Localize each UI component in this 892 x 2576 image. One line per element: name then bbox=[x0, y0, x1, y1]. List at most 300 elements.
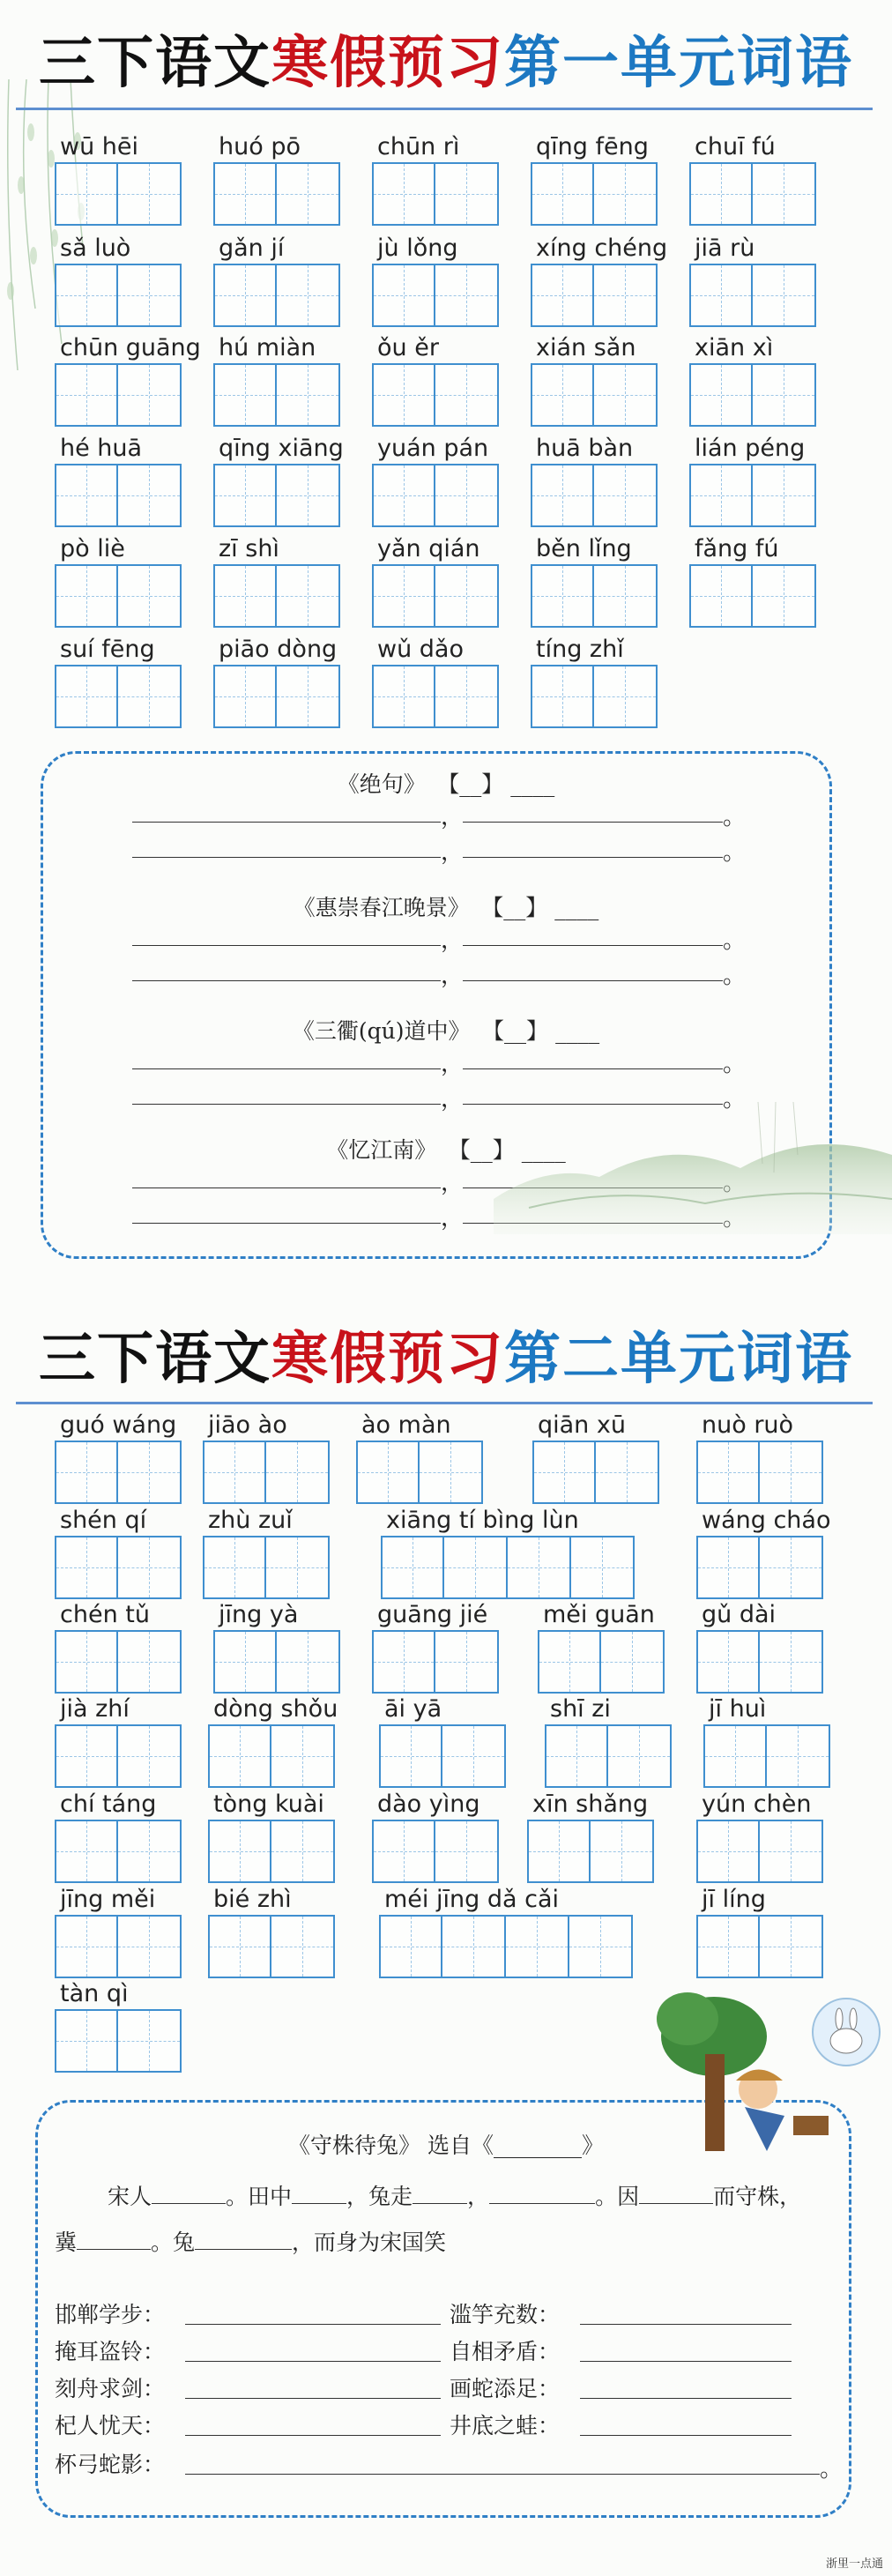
word-pinyin: yún chèn bbox=[702, 1791, 812, 1818]
character-box[interactable] bbox=[532, 1441, 596, 1504]
character-box[interactable] bbox=[266, 1441, 330, 1504]
character-box[interactable] bbox=[442, 1915, 506, 1978]
word-pinyin: tòng kuài bbox=[213, 1791, 324, 1818]
word-pinyin: wū hēi bbox=[60, 133, 139, 160]
idiom-answer-blank[interactable] bbox=[185, 2474, 820, 2475]
word-pinyin: jī huì bbox=[709, 1695, 767, 1723]
poem-comma: ， bbox=[441, 927, 465, 954]
word-cell bbox=[55, 1694, 182, 1788]
character-box[interactable] bbox=[531, 162, 594, 226]
character-box[interactable] bbox=[118, 1820, 182, 1883]
story-blank[interactable] bbox=[413, 2203, 467, 2204]
character-boxes bbox=[372, 162, 499, 226]
character-box[interactable] bbox=[760, 1915, 823, 1978]
word-pinyin: chuī fú bbox=[695, 133, 776, 160]
word-pinyin: chūn rì bbox=[377, 133, 460, 160]
idiom-answer-blank[interactable] bbox=[185, 2361, 441, 2362]
idiom-label: 刻舟求剑： bbox=[55, 2376, 166, 2401]
character-box[interactable] bbox=[118, 1630, 182, 1694]
word-cell bbox=[531, 635, 658, 728]
character-box[interactable] bbox=[277, 464, 340, 527]
character-box[interactable] bbox=[55, 1820, 118, 1883]
character-box[interactable] bbox=[435, 264, 499, 327]
word-cell bbox=[356, 1411, 483, 1504]
word-pinyin: qiān xū bbox=[538, 1411, 626, 1439]
word-cell bbox=[208, 1694, 338, 1788]
character-box[interactable] bbox=[118, 363, 182, 427]
word-cell bbox=[372, 1600, 499, 1694]
poem-line-blank[interactable] bbox=[132, 945, 441, 946]
word-pinyin: jīng yà bbox=[219, 1601, 299, 1628]
word-pinyin: xiāng tí bìng lùn bbox=[386, 1507, 579, 1534]
word-cell bbox=[55, 1506, 182, 1599]
word-cell bbox=[55, 234, 182, 327]
character-boxes bbox=[372, 665, 499, 728]
word-cell bbox=[538, 1600, 665, 1694]
character-boxes bbox=[213, 363, 340, 427]
word-pinyin: pò liè bbox=[60, 535, 125, 562]
word-cell bbox=[703, 1694, 830, 1788]
character-box[interactable] bbox=[372, 665, 435, 728]
character-boxes bbox=[372, 264, 499, 327]
story-blank[interactable] bbox=[639, 2203, 713, 2204]
poem-line-blank[interactable] bbox=[132, 1223, 441, 1224]
character-boxes bbox=[55, 1820, 182, 1883]
story-line2-text-c: ，而身为宋国笑 bbox=[292, 2230, 447, 2255]
character-box[interactable] bbox=[208, 1724, 271, 1788]
character-box[interactable] bbox=[689, 264, 753, 327]
character-box[interactable] bbox=[527, 1820, 591, 1883]
poem-author-blank[interactable]: ____ bbox=[554, 895, 599, 920]
character-box[interactable] bbox=[435, 665, 499, 728]
character-boxes bbox=[703, 1724, 830, 1788]
character-box[interactable] bbox=[435, 1630, 499, 1694]
character-boxes bbox=[527, 1820, 654, 1883]
poem-author-bracket[interactable]: 【__】 bbox=[492, 895, 548, 920]
character-box[interactable] bbox=[596, 1441, 659, 1504]
character-box[interactable] bbox=[531, 665, 594, 728]
character-box[interactable] bbox=[601, 1630, 665, 1694]
character-box[interactable] bbox=[594, 464, 658, 527]
word-pinyin: ǒu ěr bbox=[377, 334, 439, 361]
character-box[interactable] bbox=[213, 564, 277, 628]
poem-comma: ， bbox=[441, 1086, 465, 1113]
character-box[interactable] bbox=[531, 464, 594, 527]
character-box[interactable] bbox=[435, 1820, 499, 1883]
character-box[interactable] bbox=[118, 2009, 182, 2073]
idiom-label: 井底之蛙： bbox=[450, 2413, 561, 2438]
character-box[interactable] bbox=[55, 564, 118, 628]
character-box[interactable] bbox=[277, 564, 340, 628]
character-box[interactable] bbox=[703, 1724, 767, 1788]
character-boxes bbox=[55, 363, 201, 427]
character-box[interactable] bbox=[55, 162, 118, 226]
poem-heading bbox=[0, 767, 892, 799]
character-box[interactable] bbox=[208, 1915, 271, 1978]
idiom-label: 杞人忧天： bbox=[55, 2413, 166, 2438]
word-pinyin: suí fēng bbox=[60, 636, 155, 663]
poem-line-blank[interactable] bbox=[132, 822, 441, 823]
character-box[interactable] bbox=[435, 564, 499, 628]
character-box[interactable] bbox=[203, 1536, 266, 1599]
idiom-label: 滥竽充数： bbox=[450, 2302, 561, 2327]
poem-line-blank[interactable] bbox=[463, 980, 723, 981]
word-pinyin: xíng chéng bbox=[536, 235, 668, 262]
character-box[interactable] bbox=[608, 1724, 672, 1788]
poem-author-bracket[interactable]: 【__】 bbox=[493, 1018, 549, 1044]
unit1-title-part2: 寒假预习 bbox=[271, 30, 504, 96]
story-blank[interactable] bbox=[195, 2249, 292, 2250]
poem-author-blank[interactable]: ____ bbox=[510, 771, 555, 797]
character-boxes bbox=[372, 564, 499, 628]
character-box[interactable] bbox=[379, 1915, 442, 1978]
character-box[interactable] bbox=[444, 1536, 508, 1599]
word-cell bbox=[55, 333, 201, 427]
character-box[interactable] bbox=[689, 564, 753, 628]
word-pinyin: sǎ luò bbox=[60, 235, 131, 262]
character-boxes bbox=[379, 1724, 506, 1788]
character-box[interactable] bbox=[435, 464, 499, 527]
character-box[interactable] bbox=[508, 1536, 571, 1599]
character-boxes bbox=[696, 1630, 823, 1694]
character-box[interactable] bbox=[55, 1630, 118, 1694]
character-boxes bbox=[689, 464, 816, 527]
character-box[interactable] bbox=[594, 162, 658, 226]
idiom-answer-blank[interactable] bbox=[185, 2398, 441, 2399]
word-cell bbox=[372, 635, 499, 728]
character-box[interactable] bbox=[689, 464, 753, 527]
character-box[interactable] bbox=[435, 363, 499, 427]
character-box[interactable] bbox=[531, 363, 594, 427]
character-box[interactable] bbox=[55, 464, 118, 527]
character-box[interactable] bbox=[571, 1536, 635, 1599]
character-box[interactable] bbox=[271, 1724, 335, 1788]
character-boxes bbox=[213, 264, 340, 327]
character-box[interactable] bbox=[538, 1630, 601, 1694]
character-boxes bbox=[696, 1915, 823, 1978]
word-pinyin: zhù zuǐ bbox=[208, 1507, 293, 1534]
unit1-title-rule bbox=[16, 108, 873, 110]
poem-comma: ， bbox=[441, 1205, 465, 1232]
word-pinyin: qīng fēng bbox=[536, 133, 649, 160]
character-box[interactable] bbox=[213, 363, 277, 427]
character-box[interactable] bbox=[696, 1441, 760, 1504]
word-cell bbox=[372, 434, 499, 527]
character-box[interactable] bbox=[381, 1536, 444, 1599]
poem-author-bracket[interactable]: 【__】 bbox=[459, 1137, 515, 1163]
word-cell bbox=[213, 333, 340, 427]
poem-period: 。 bbox=[723, 963, 747, 989]
word-pinyin: jiā rù bbox=[695, 235, 755, 262]
poem-line-blank[interactable] bbox=[463, 1068, 723, 1069]
character-box[interactable] bbox=[271, 1915, 335, 1978]
poem-author-blank[interactable]: ____ bbox=[555, 1018, 600, 1044]
word-cell bbox=[696, 1411, 823, 1504]
character-boxes bbox=[379, 1915, 633, 1978]
word-cell bbox=[213, 534, 340, 628]
character-box[interactable] bbox=[213, 264, 277, 327]
character-box[interactable] bbox=[569, 1915, 633, 1978]
character-box[interactable] bbox=[55, 363, 118, 427]
character-box[interactable] bbox=[271, 1820, 335, 1883]
word-cell bbox=[381, 1506, 635, 1599]
character-box[interactable] bbox=[277, 162, 340, 226]
word-pinyin: huā bàn bbox=[536, 435, 634, 462]
word-pinyin: chūn guāng bbox=[60, 334, 201, 361]
poem-title: 《绝句》 bbox=[337, 771, 426, 797]
poem-line-blank[interactable] bbox=[132, 1068, 441, 1069]
unit2-title-part3: 第二单元词语 bbox=[504, 1326, 853, 1392]
poem-line-blank[interactable] bbox=[463, 822, 723, 823]
character-box[interactable] bbox=[55, 1915, 118, 1978]
character-boxes bbox=[372, 1820, 499, 1883]
poem-author-bracket[interactable]: 【__】 bbox=[448, 771, 504, 797]
story-title: 《守株待兔》 选自《________》 bbox=[288, 2133, 604, 2158]
character-boxes bbox=[213, 564, 340, 628]
word-pinyin: lián péng bbox=[695, 435, 806, 462]
idiom-label: 掩耳盗铃： bbox=[55, 2339, 166, 2364]
poem-title: 《惠崇春江晚景》 bbox=[293, 895, 470, 920]
character-box[interactable] bbox=[531, 564, 594, 628]
character-box[interactable] bbox=[767, 1724, 830, 1788]
idiom-answer-blank[interactable] bbox=[580, 2324, 792, 2325]
poem-line-blank[interactable] bbox=[132, 1187, 441, 1188]
word-cell bbox=[696, 1790, 823, 1883]
character-box[interactable] bbox=[277, 363, 340, 427]
poem-comma: ， bbox=[441, 963, 465, 989]
poem-line-blank[interactable] bbox=[132, 857, 441, 858]
character-box[interactable] bbox=[118, 1724, 182, 1788]
character-boxes bbox=[208, 1820, 335, 1883]
idiom-label: 画蛇添足： bbox=[450, 2376, 561, 2401]
character-box[interactable] bbox=[591, 1820, 654, 1883]
character-box[interactable] bbox=[760, 1441, 823, 1504]
character-box[interactable] bbox=[372, 1820, 435, 1883]
character-box[interactable] bbox=[760, 1536, 823, 1599]
character-boxes bbox=[203, 1441, 330, 1504]
character-box[interactable] bbox=[689, 363, 753, 427]
character-box[interactable] bbox=[213, 665, 277, 728]
poem-line-blank[interactable] bbox=[463, 857, 723, 858]
word-pinyin: qīng xiāng bbox=[219, 435, 344, 462]
idiom-answer-blank[interactable] bbox=[580, 2435, 792, 2436]
character-boxes bbox=[55, 2009, 182, 2073]
idiom-label: 邯郸学步： bbox=[55, 2302, 166, 2327]
word-pinyin: shī zi bbox=[550, 1695, 611, 1723]
unit1-title bbox=[0, 18, 892, 99]
character-box[interactable] bbox=[118, 264, 182, 327]
character-boxes bbox=[55, 264, 182, 327]
character-boxes bbox=[55, 564, 182, 628]
story-blank[interactable] bbox=[292, 2203, 346, 2204]
word-cell bbox=[213, 635, 340, 728]
word-cell bbox=[55, 132, 182, 226]
character-boxes bbox=[55, 1724, 182, 1788]
idiom-answer-blank[interactable] bbox=[185, 2324, 441, 2325]
character-box[interactable] bbox=[277, 665, 340, 728]
character-box[interactable] bbox=[266, 1536, 330, 1599]
character-box[interactable] bbox=[442, 1724, 506, 1788]
character-box[interactable] bbox=[55, 1441, 118, 1504]
character-box[interactable] bbox=[55, 2009, 118, 2073]
character-box[interactable] bbox=[753, 363, 816, 427]
character-box[interactable] bbox=[372, 363, 435, 427]
character-box[interactable] bbox=[213, 162, 277, 226]
character-box[interactable] bbox=[118, 464, 182, 527]
character-box[interactable] bbox=[696, 1630, 760, 1694]
character-box[interactable] bbox=[760, 1630, 823, 1694]
character-box[interactable] bbox=[372, 162, 435, 226]
word-cell bbox=[531, 434, 658, 527]
story-line1-text-d: ， bbox=[467, 2184, 490, 2209]
poem-period: 。 bbox=[723, 839, 747, 866]
character-box[interactable] bbox=[118, 1915, 182, 1978]
character-box[interactable] bbox=[55, 1536, 118, 1599]
character-box[interactable] bbox=[594, 363, 658, 427]
character-box[interactable] bbox=[545, 1724, 608, 1788]
unit1-title-part3: 第一单元词语 bbox=[504, 30, 853, 96]
character-boxes bbox=[696, 1441, 823, 1504]
character-box[interactable] bbox=[277, 1630, 340, 1694]
character-box[interactable] bbox=[55, 1724, 118, 1788]
word-cell bbox=[55, 1885, 182, 1978]
character-box[interactable] bbox=[372, 564, 435, 628]
word-cell bbox=[532, 1411, 659, 1504]
character-boxes bbox=[381, 1536, 635, 1599]
character-boxes bbox=[208, 1915, 335, 1978]
character-box[interactable] bbox=[203, 1441, 266, 1504]
word-pinyin: jī líng bbox=[702, 1886, 766, 1913]
character-boxes bbox=[689, 363, 816, 427]
word-cell bbox=[379, 1694, 506, 1788]
word-pinyin: wǔ dǎo bbox=[377, 636, 464, 663]
word-pinyin: gǎn jí bbox=[219, 235, 285, 262]
word-cell bbox=[689, 333, 816, 427]
character-box[interactable] bbox=[118, 1441, 182, 1504]
character-box[interactable] bbox=[760, 1820, 823, 1883]
word-cell bbox=[379, 1885, 633, 1978]
character-boxes bbox=[55, 1536, 182, 1599]
character-box[interactable] bbox=[55, 665, 118, 728]
poem-line-blank[interactable] bbox=[132, 1104, 441, 1105]
character-boxes bbox=[213, 665, 340, 728]
character-box[interactable] bbox=[689, 162, 753, 226]
word-pinyin: wáng cháo bbox=[702, 1507, 831, 1534]
character-box[interactable] bbox=[753, 564, 816, 628]
character-box[interactable] bbox=[753, 162, 816, 226]
story-line1-text-a: 宋人 bbox=[108, 2184, 152, 2209]
story-line2-text-a: 冀 bbox=[55, 2230, 78, 2255]
idiom-answer-blank[interactable] bbox=[185, 2435, 441, 2436]
character-box[interactable] bbox=[696, 1820, 760, 1883]
poem-period: 。 bbox=[723, 927, 747, 954]
idiom-label: 杯弓蛇影： bbox=[55, 2452, 166, 2477]
word-pinyin: dào yìng bbox=[377, 1791, 480, 1818]
word-cell bbox=[55, 1790, 182, 1883]
character-boxes bbox=[55, 1915, 182, 1978]
word-pinyin: dòng shǒu bbox=[213, 1695, 338, 1723]
word-pinyin: bié zhì bbox=[213, 1886, 292, 1913]
idiom-answer-blank[interactable] bbox=[580, 2361, 792, 2362]
poem-author-blank[interactable]: ____ bbox=[521, 1137, 566, 1163]
character-box[interactable] bbox=[372, 464, 435, 527]
word-pinyin: xián sǎn bbox=[536, 334, 636, 361]
word-cell bbox=[527, 1790, 654, 1883]
word-pinyin: jià zhí bbox=[60, 1695, 130, 1723]
story-line1-text-b: 。田中 bbox=[226, 2184, 293, 2209]
word-cell bbox=[213, 234, 340, 327]
character-box[interactable] bbox=[435, 162, 499, 226]
character-box[interactable] bbox=[372, 1630, 435, 1694]
character-box[interactable] bbox=[753, 464, 816, 527]
character-box[interactable] bbox=[372, 264, 435, 327]
word-cell bbox=[55, 1979, 182, 2073]
character-box[interactable] bbox=[594, 564, 658, 628]
story-line1-text-f: 而守株， bbox=[713, 2184, 802, 2209]
word-pinyin: shén qí bbox=[60, 1507, 147, 1534]
poem-heading bbox=[0, 1014, 892, 1046]
word-cell bbox=[531, 333, 658, 427]
character-boxes bbox=[531, 665, 658, 728]
character-box[interactable] bbox=[506, 1915, 569, 1978]
word-pinyin: piāo dòng bbox=[219, 636, 338, 663]
word-pinyin: zī shì bbox=[219, 535, 279, 562]
word-pinyin: ào màn bbox=[361, 1411, 451, 1439]
character-box[interactable] bbox=[118, 665, 182, 728]
character-box[interactable] bbox=[213, 1630, 277, 1694]
word-pinyin: nuò ruò bbox=[702, 1411, 794, 1439]
character-boxes bbox=[531, 162, 658, 226]
word-cell bbox=[203, 1411, 330, 1504]
character-box[interactable] bbox=[356, 1441, 420, 1504]
story-blank[interactable] bbox=[489, 2203, 595, 2204]
character-box[interactable] bbox=[213, 464, 277, 527]
character-box[interactable] bbox=[594, 264, 658, 327]
character-box[interactable] bbox=[118, 564, 182, 628]
character-box[interactable] bbox=[277, 264, 340, 327]
poem-line-blank[interactable] bbox=[463, 945, 723, 946]
character-box[interactable] bbox=[696, 1536, 760, 1599]
character-box[interactable] bbox=[531, 264, 594, 327]
poem-title: 《三衢(qú)道中》 bbox=[292, 1018, 471, 1044]
character-boxes bbox=[55, 665, 182, 728]
story-blank[interactable] bbox=[77, 2249, 151, 2250]
character-box[interactable] bbox=[118, 162, 182, 226]
character-box[interactable] bbox=[594, 665, 658, 728]
character-box[interactable] bbox=[379, 1724, 442, 1788]
character-box[interactable] bbox=[208, 1820, 271, 1883]
word-pinyin: běn lǐng bbox=[536, 535, 632, 562]
character-boxes bbox=[372, 464, 499, 527]
poem-line-blank[interactable] bbox=[132, 980, 441, 981]
word-cell bbox=[689, 132, 816, 226]
character-box[interactable] bbox=[118, 1536, 182, 1599]
poem-comma: ， bbox=[441, 839, 465, 866]
word-pinyin: jù lǒng bbox=[377, 235, 458, 262]
character-box[interactable] bbox=[420, 1441, 483, 1504]
poem-heading bbox=[0, 890, 892, 922]
word-cell bbox=[372, 234, 499, 327]
word-pinyin: chén tǔ bbox=[60, 1601, 150, 1628]
character-box[interactable] bbox=[696, 1915, 760, 1978]
character-boxes bbox=[531, 363, 658, 427]
character-box[interactable] bbox=[753, 264, 816, 327]
story-blank[interactable] bbox=[152, 2203, 226, 2204]
character-box[interactable] bbox=[55, 264, 118, 327]
word-cell bbox=[696, 1506, 830, 1599]
idiom-answer-blank[interactable] bbox=[580, 2398, 792, 2399]
character-boxes bbox=[213, 464, 344, 527]
